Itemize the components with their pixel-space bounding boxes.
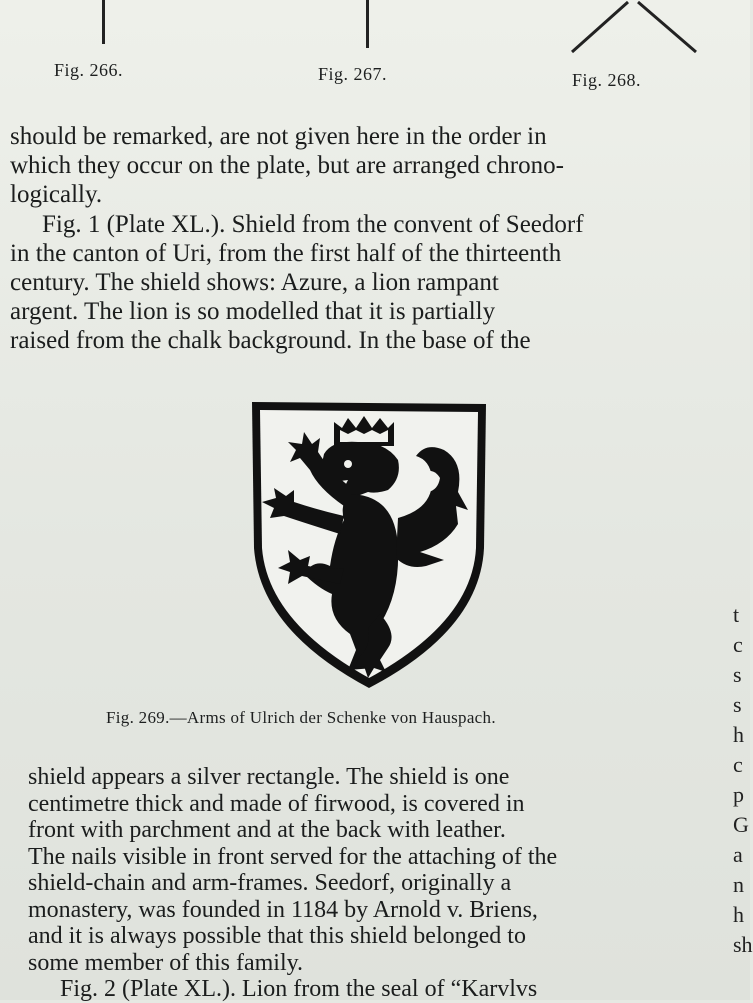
margin-fragment: s (733, 692, 742, 717)
margin-fragment: n (733, 872, 744, 897)
text-line: shield appears a silver rectangle. The shield is one (28, 764, 510, 790)
margin-fragment: sh (733, 932, 753, 957)
lion-rampant-shield-icon (248, 398, 490, 693)
fig-267-caption: Fig. 267. (318, 64, 388, 84)
fig-266-drawing-line (102, 0, 105, 44)
shield-figure-269 (248, 398, 490, 693)
text-line: monastery, was founded in 1184 by Arnold v. Briens, (28, 896, 538, 923)
paragraph-top (10, 122, 564, 209)
paragraph-bottom (28, 764, 557, 1003)
text-line: centimetre thick and made of firwood, is covered in (28, 790, 525, 817)
margin-fragment: h (733, 902, 744, 927)
margin-fragment: h (733, 722, 744, 747)
fig-268-drawing (570, 0, 700, 56)
text-line: Fig. 1 (Plate XL.). Shield from the convent of Seedorf (42, 211, 584, 238)
fig-268-caption: Fig. 268. (572, 70, 642, 90)
facing-page-margin-text (733, 600, 753, 960)
fig-266-caption: Fig. 266. (54, 60, 124, 80)
text-line: shield-chain and arm-frames. Seedorf, originally a (28, 870, 512, 896)
text-line: front with parchment and at the back with leather. (28, 817, 506, 843)
text-line: raised from the chalk background. In the base of the (10, 327, 531, 354)
margin-fragment: t (733, 602, 740, 627)
margin-fragment: c (733, 632, 743, 657)
text-line: century. The shield shows: Azure, a lion rampant (10, 269, 499, 296)
text-line: some member of this family. (28, 949, 304, 976)
text-line: logically. (10, 181, 103, 208)
fig-267-drawing-line (366, 0, 369, 48)
text-line: and it is always possible that this shield belonged to (28, 923, 526, 949)
text-line: The nails visible in front served for the attaching of the (28, 843, 558, 870)
margin-fragment: G (733, 812, 749, 837)
margin-fragment: p (733, 782, 744, 807)
paragraph-fig1 (10, 210, 584, 355)
text-line: which they occur on the plate, but are arranged chrono- (10, 152, 564, 179)
margin-fragment: c (733, 752, 743, 777)
margin-fragment: s (733, 662, 742, 687)
text-line: in the canton of Uri, from the first half of the thirteenth (10, 240, 562, 267)
text-line: argent. The lion is so modelled that it is partially (10, 298, 496, 325)
margin-fragment: a (733, 842, 743, 867)
text-line: Fig. 2 (Plate XL.). Lion from the seal of “Karvlvs (60, 976, 538, 1002)
figure-269-caption: Fig. 269.—Arms of Ulrich der Schenke von Hauspach. (106, 708, 496, 727)
text-line: should be remarked, are not given here in the order in (10, 123, 547, 150)
